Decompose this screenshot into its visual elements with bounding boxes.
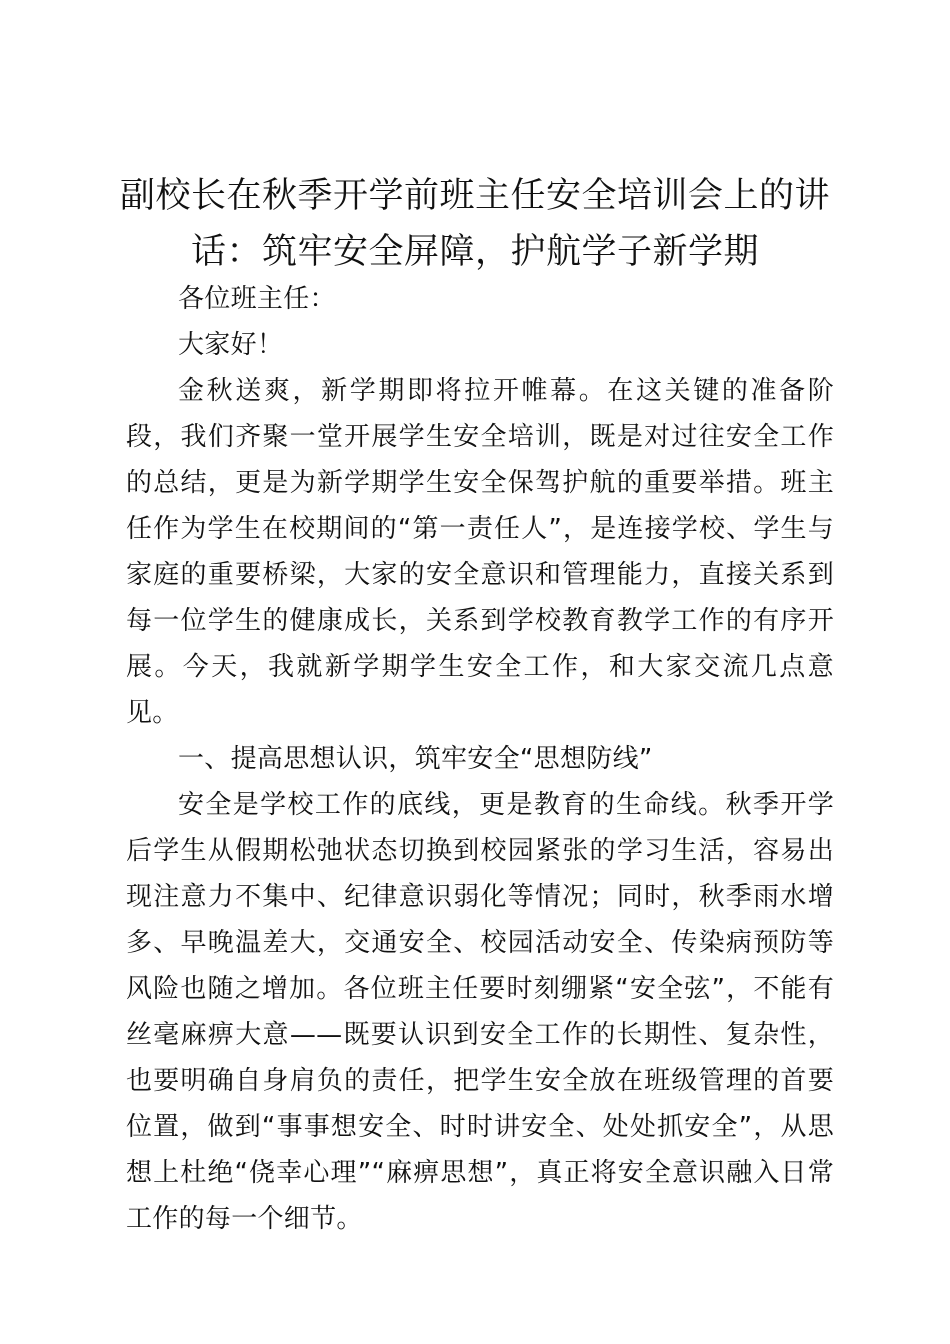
paragraph-section-1: 安全是学校工作的底线，更是教育的生命线。秋季开学后学生从假期松弛状态切换到校园紧张的学习生活，容易出现注意力不集中、纪律意识弱化等情况；同时，秋季雨水增多、早晚温差大，交通安全、校园活动安全、传染病预防等风险也随之增加。各位班主任要时刻绷紧“安全弦”，不能有丝毫麻痹大意——既要认识到安全工作的长期性、复杂性，也要明确自身肩负的责任，把学生安全放在班级管理的首要位置，做到“事事想安全、时时讲安全、处处抓安全”，从思想上杜绝“侥幸心理”“麻痹思想”，真正将安全意识融入日常工作的每一个细节。 bbox=[126, 790, 834, 1234]
salutation: 各位班主任： bbox=[178, 284, 336, 314]
paragraph-intro: 金秋送爽，新学期即将拉开帷幕。在这关键的准备阶段，我们齐聚一堂开展学生安全培训，既是对过往安全工作的总结，更是为新学期学生安全保驾护航的重要举措。班主任作为学生在校期间的“第一责任人”，是连接学校、学生与家庭的重要桥梁，大家的安全意识和管理能力，直接关系到每一位学生的健康成长，关系到学校教育教学工作的有序开展。今天，我就新学期学生安全工作，和大家交流几点意见。 bbox=[126, 376, 834, 728]
document-title: 副校长在秋季开学前班主任安全培训会上的讲话：筑牢安全屏障，护航学子新学期 bbox=[119, 176, 830, 272]
greeting: 大家好！ bbox=[178, 330, 284, 360]
section-heading-1: 一、提高思想认识，筑牢安全“思想防线” bbox=[178, 744, 653, 774]
document-body bbox=[126, 276, 834, 1242]
